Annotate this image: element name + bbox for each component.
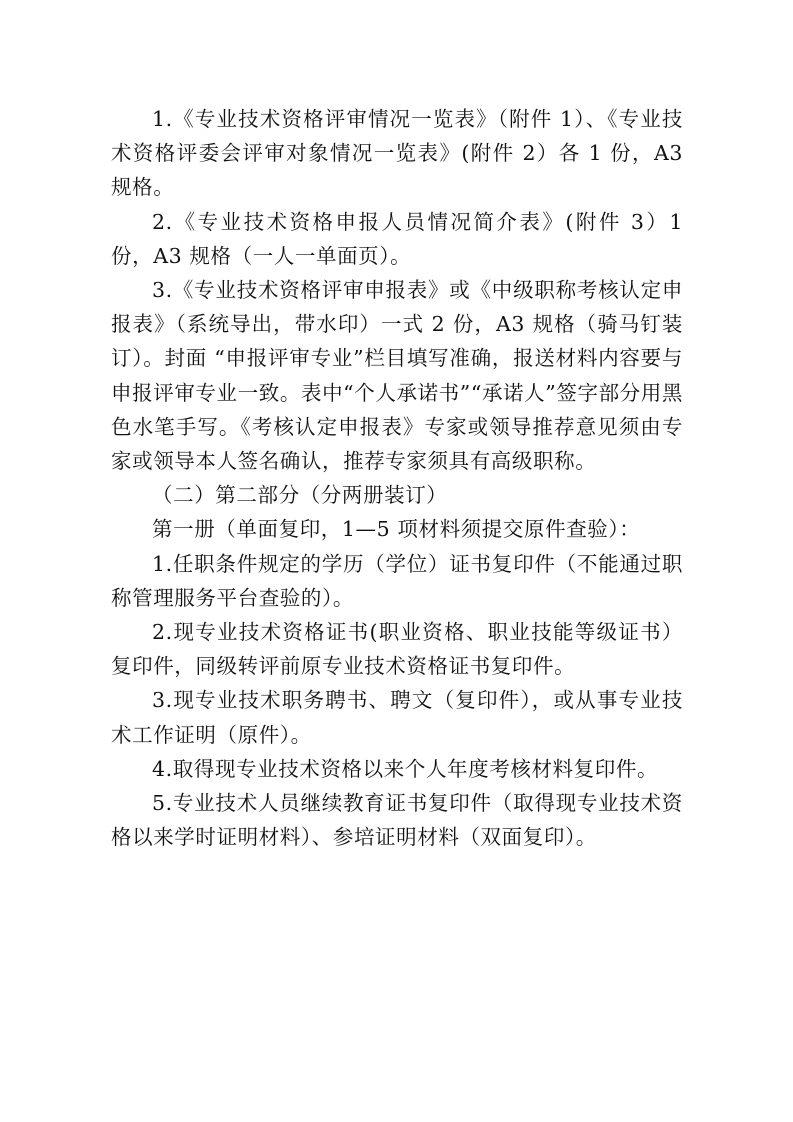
subsection-heading-volume-one: 第一册（单面复印，1—5 项材料须提交原件查验）：: [152, 517, 641, 542]
paragraph-item-3-application-form: 3.《专业技术资格评审申报表》或《中级职称考核认定申报表》（系统导出，带水印）一式 2 份，A3 规格（骑马钉装订）。封面 “申报评审专业”栏目填写准确，报送材料内容要与申报评审专业一致。表中“个人承诺书”“承诺人”签字部分用黑色水笔手写。《考核认定申报表》专家或领导推荐意见须由专家或领导本人签名确认，推荐专家须具有高级职称。: [111, 278, 683, 474]
list-item-annual-assessment: 4.取得现专业技术资格以来个人年度考核材料复印件。: [152, 756, 659, 781]
paragraph-item-2-summary-form: 2.《专业技术资格申报人员情况简介表》(附件 3）1 份，A3 规格（一人一单面页）。: [111, 209, 683, 268]
list-item-degree-certificate: 1.任职条件规定的学历（学位）证书复印件（不能通过职称管理服务平台查验的）。: [111, 551, 683, 610]
list-item-appointment-letter: 3.现专业技术职务聘书、聘文（复印件），或从事专业技术工作证明（原件）。: [111, 688, 683, 747]
section-heading-part-two: （二）第二部分（分两册装订）: [152, 483, 448, 508]
document-page: [111, 102, 683, 854]
list-item-qualification-certificate: 2.现专业技术资格证书(职业资格、职业技能等级证书）复印件，同级转评前原专业技术资格证书复印件。: [111, 620, 683, 679]
paragraph-item-1-forms: 1.《专业技术资格评审情况一览表》（附件 1）、《专业技术资格评委会评审对象情况一览表》(附件 2）各 1 份，A3 规格。: [111, 107, 683, 200]
list-item-continuing-education: 5.专业技术人员继续教育证书复印件（取得现专业技术资格以来学时证明材料）、参培证明材料（双面复印）。: [111, 791, 683, 850]
